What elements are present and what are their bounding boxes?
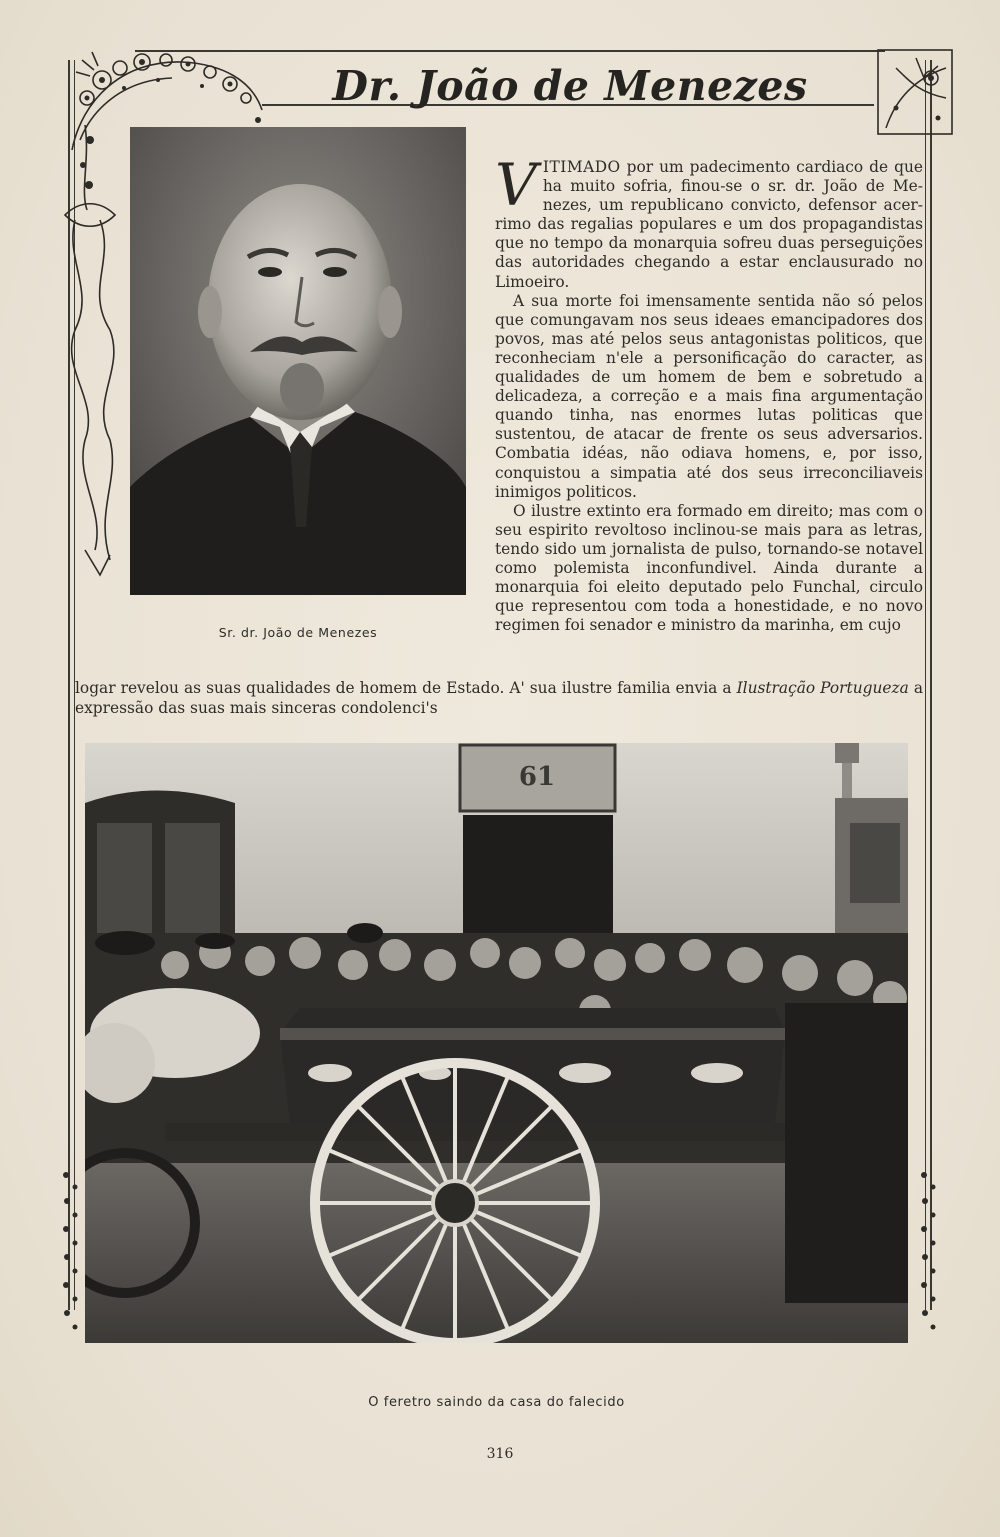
article-body [495,151,923,635]
portrait-caption: Sr. dr. João de Menezes [218,625,378,640]
frame-right-rule [930,60,932,1310]
funeral-photo-caption: O feretro saindo da casa do falecido [368,1395,625,1410]
article-paragraph-3: O ilustre extinto era formado em direito; mas com o seu espirito revoltoso inclinou-se mais para as letras, tendo sido um jornalista de pulso, tornando-se notavel como polemista inconfundivel. Ainda durante a monarquia foi eleito deputado pelo Funchal, circulo que representou com toda a honestidade, e no novo regimen foi senador e ministro da marinha, em cujo [495,501,923,635]
magazine-name: Ilustração Portugueza [736,679,909,697]
dotted-band-ornament-left [60,1165,82,1335]
dropcap: V [495,151,537,219]
article-tail-paragraph [75,679,923,718]
article-paragraph-2: A sua morte foi imensamente sentida não só pelos que comungavam nos seus ideaes emancipadores dos povos, mas até pelos seus antagonistas politicos, que reconheciam n'ele a personificação do caracter, as qualidades de um homem de bem e sobretudo a delicadeza, a correção e a mais fina argumentação quando tinha, nas enormes lutas politicas que sustentou, de atacar de frente os seus adversarios. Combatia idéas, não odiava homens, e, por isso, conquistou a simpatia até dos seus irreconciliaveis inimigos politicos. [495,291,923,501]
paragraph-1-text: por um padecimento cardiaco de que ha muito sofria, finou-se o sr. dr. João de Menezes, um republicano convicto, defensor acerrimo das regalias populares e um dos propagandistas que no tempo da monarquia sofreu duas perseguições das autoridades chegando a estar enclausurado no Limoeiro. [495,158,923,291]
portrait-photo [130,127,466,595]
door-number: 61 [518,762,556,792]
floral-ornament-top-right [876,48,956,138]
funeral-photo [85,743,908,1343]
article-paragraph-1 [495,151,923,292]
ribbon-ornament-left [55,120,135,590]
lead-smallcaps: ITIMADO [542,158,621,176]
article-title: Dr. João de Menezes [332,62,808,110]
dotted-band-ornament-right [918,1165,940,1335]
frame-right-rule-inner [925,60,926,1310]
page-number: 316 [486,1446,514,1462]
tail-text-b: a expressão das suas mais sinceras condolenci's [75,679,923,717]
tail-text-a: logar revelou as suas qualidades de homem de Estado. A' sua ilustre familia envia a [75,679,737,697]
